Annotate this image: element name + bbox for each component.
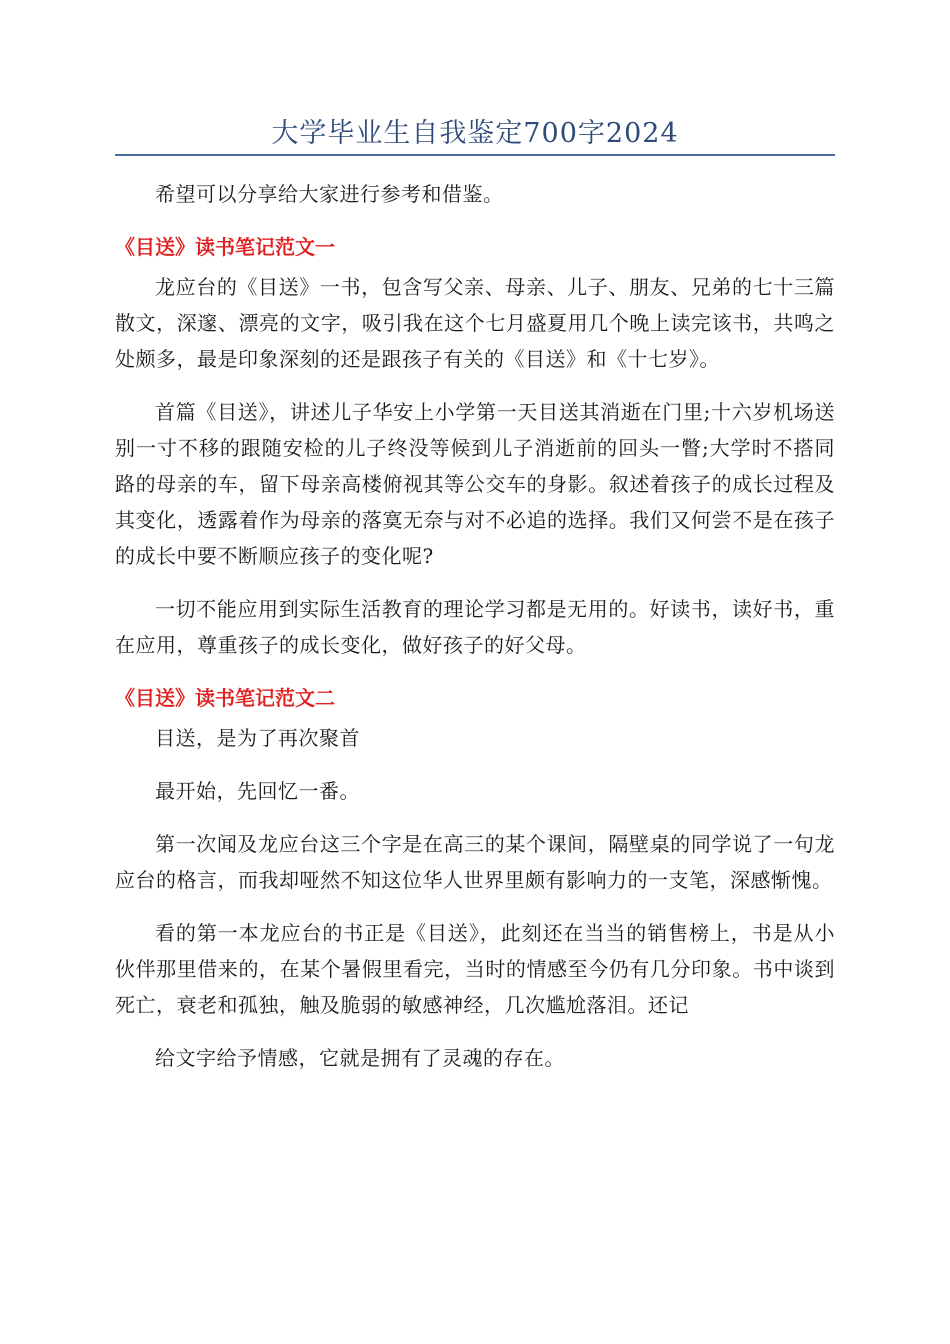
document-body [115,176,835,1093]
section-2-paragraph-4: 看的第一本龙应台的书正是《目送》，此刻还在当当的销售榜上，书是从小伙伴那里借来的，在某个暑假里看完，当时的情感至今仍有几分印象。书中谈到死亡，衰老和孤独，触及脆弱的敏感神经，几次尴尬落泪。还记 [115,921,835,1017]
intro-paragraph: 希望可以分享给大家进行参考和借鉴。 [155,182,504,206]
section-heading-1: 《目送》读书笔记范文一 [115,235,335,259]
section-1-paragraph-1: 龙应台的《目送》一书，包含写父亲、母亲、儿子、朋友、兄弟的七十三篇散文，深邃、漂亮的文字，吸引我在这个七月盛夏用几个晚上读完该书，共鸣之处颇多，最是印象深刻的还是跟孩子有关的《目送》和《十七岁》。 [115,275,835,371]
section-heading-2: 《目送》读书笔记范文二 [115,686,335,710]
document-title: 大学毕业生自我鉴定700字2024 [271,118,679,149]
section-1-paragraph-2: 首篇《目送》，讲述儿子华安上小学第一天目送其消逝在门里;十六岁机场送别一寸不移的跟随安检的儿子终没等候到儿子消逝前的回头一瞥;大学时不搭同路的母亲的车，留下母亲高楼俯视其等公交车的身影。叙述着孩子的成长过程及其变化，透露着作为母亲的落寞无奈与对不必追的选择。我们又何尝不是在孩子的成长中要不断顺应孩子的变化呢? [115,400,835,568]
section-2-paragraph-1: 目送，是为了再次聚首 [155,726,360,750]
section-1-paragraph-3: 一切不能应用到实际生活教育的理论学习都是无用的。好读书，读好书，重在应用，尊重孩子的成长变化，做好孩子的好父母。 [115,597,835,657]
title-underline [115,154,835,156]
section-2-paragraph-5: 给文字给予情感，它就是拥有了灵魂的存在。 [155,1046,565,1070]
section-2-paragraph-3: 第一次闻及龙应台这三个字是在高三的某个课间，隔壁桌的同学说了一句龙应台的格言，而我却哑然不知这位华人世界里颇有影响力的一支笔，深感惭愧。 [115,832,835,892]
section-2-paragraph-2: 最开始，先回忆一番。 [155,779,360,803]
